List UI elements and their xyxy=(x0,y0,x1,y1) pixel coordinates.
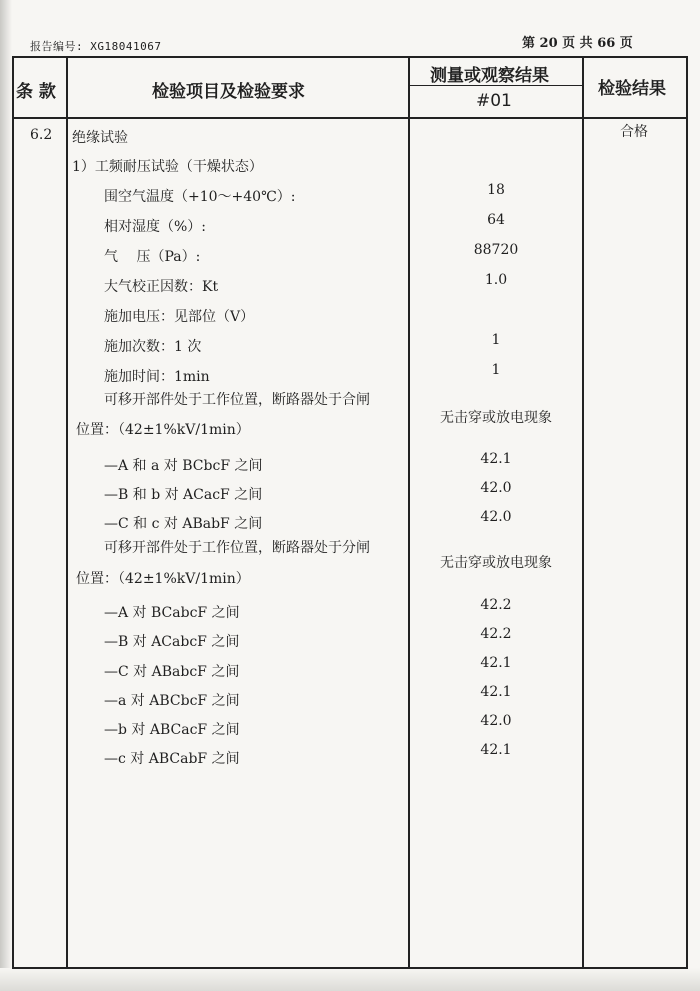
row-text: 气 压（Pa）: xyxy=(104,249,201,265)
row-value: 1 xyxy=(491,362,501,378)
row-text: —B 对 ACabcF 之间 xyxy=(104,634,240,650)
row-text: —a 对 ABCbcF 之间 xyxy=(104,693,240,709)
header-item: 检验项目及检验要求 xyxy=(152,82,305,102)
row-text: 大气校正因数：Kt xyxy=(104,279,219,295)
row-value: 1 xyxy=(491,332,501,348)
row-value: 42.1 xyxy=(480,655,512,671)
header-clause: 条 款 xyxy=(16,82,56,102)
row-value: 88720 xyxy=(473,242,519,258)
table-bottom-border xyxy=(12,967,688,969)
row-value: 64 xyxy=(487,212,505,228)
row-text: —c 对 ABCabF 之间 xyxy=(104,751,240,767)
row-value: 42.1 xyxy=(480,451,512,467)
row-text: 施加电压：见部位（V） xyxy=(104,309,255,325)
row-value: 无击穿或放电现象 xyxy=(440,555,552,571)
row-text: 可移开部件处于工作位置，断路器处于分闸 xyxy=(104,540,370,556)
scan-bottom-shadow xyxy=(0,968,700,991)
row-value: 42.1 xyxy=(480,684,512,700)
row-text: 可移开部件处于工作位置，断路器处于合闸 xyxy=(104,392,370,408)
row-text: 位置：（42±1%kV/1min） xyxy=(76,571,250,587)
row-text: 围空气温度（+10～+40℃）: xyxy=(104,189,296,205)
clause-number: 6.2 xyxy=(30,127,53,143)
row-value: 18 xyxy=(487,182,505,198)
row-value: 1.0 xyxy=(484,272,508,288)
table-top-border xyxy=(12,56,688,58)
row-text: 相对湿度（%）: xyxy=(104,219,207,235)
row-value: 42.0 xyxy=(480,480,512,496)
row-text: —A 对 BCabcF 之间 xyxy=(104,605,240,621)
row-text: —B 和 b 对 ACacF 之间 xyxy=(104,487,263,503)
header-sample: #01 xyxy=(476,91,512,111)
row-text: 绝缘试验 xyxy=(72,130,128,146)
page-info: 第 20 页 共 66 页 xyxy=(522,36,633,51)
row-text: —C 对 ABabcF 之间 xyxy=(104,664,240,680)
header-bottom-border xyxy=(12,117,688,119)
row-text: —A 和 a 对 BCbcF 之间 xyxy=(104,458,263,474)
col-divider-3 xyxy=(582,56,584,969)
row-text: 1）工频耐压试验（干燥状态） xyxy=(72,159,263,175)
row-text: 施加时间：1min xyxy=(104,369,210,385)
row-text: 位置：（42±1%kV/1min） xyxy=(76,422,250,438)
row-text: —b 对 ABCacF 之间 xyxy=(104,722,240,738)
overall-result: 合格 xyxy=(620,124,648,140)
scan-edge-shadow xyxy=(0,0,12,991)
col-divider-1 xyxy=(66,56,68,969)
header-measured: 测量或观察结果 xyxy=(430,66,549,86)
row-value: 42.0 xyxy=(480,713,512,729)
row-value: 无击穿或放电现象 xyxy=(440,410,552,426)
row-value: 42.2 xyxy=(480,626,512,642)
row-value: 42.0 xyxy=(480,509,512,525)
table-right-border xyxy=(686,56,688,969)
row-text: —C 和 c 对 ABabF 之间 xyxy=(104,516,263,532)
table-left-border xyxy=(12,56,14,969)
row-value: 42.2 xyxy=(480,597,512,613)
report-number: 报告编号: XG18041067 xyxy=(30,40,162,53)
row-text: 施加次数：1 次 xyxy=(104,339,202,355)
header-result: 检验结果 xyxy=(598,79,666,99)
row-value: 42.1 xyxy=(480,742,512,758)
